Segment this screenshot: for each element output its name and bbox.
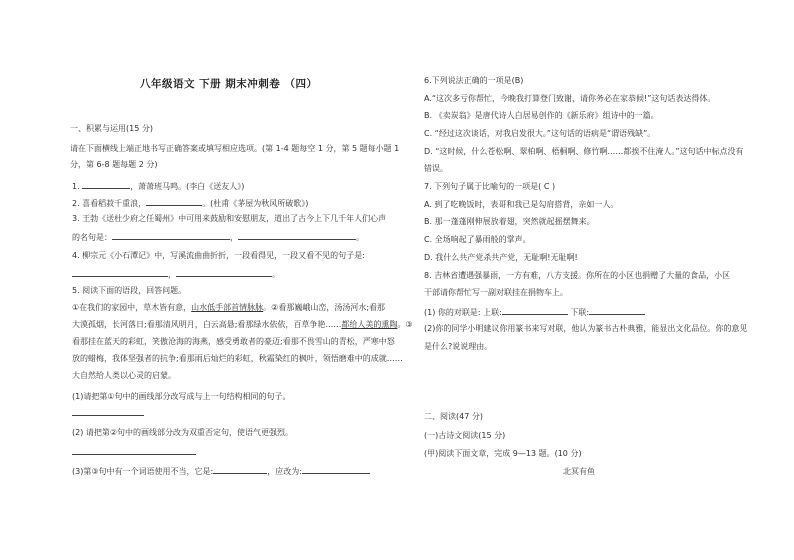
period: 。 bbox=[272, 270, 280, 279]
passage-line-1 bbox=[72, 303, 385, 313]
question-2-text: 2. 喜看稻菽千重浪， bbox=[72, 199, 147, 208]
question-5: 5. 阅读下面的语段，回答问题。 bbox=[72, 286, 187, 295]
answer-blank[interactable] bbox=[72, 268, 168, 277]
question-6-option-d-line-2: 错误。 bbox=[424, 164, 448, 173]
instructions-line-1: 请在下面横线上端正地书写正确答案或填写相应选项。(第 1-4 题每空 1 分，第 5 题每小题 1 bbox=[70, 144, 400, 153]
lower-couplet-label: 下联: bbox=[570, 308, 590, 317]
underlined-phrase: 山水低手部首情脉脉 bbox=[191, 303, 264, 312]
passage-line-2 bbox=[72, 320, 413, 330]
section-1-heading: 一、积累与运用(15 分) bbox=[70, 124, 153, 133]
section-2-heading: 二、阅读(47 分) bbox=[424, 412, 483, 421]
answer-blank[interactable] bbox=[238, 231, 356, 240]
question-4-line-2 bbox=[72, 268, 280, 280]
sub-question-1: (1)请把第①句中的画线部分改写成与上一句结构相同的句子。 bbox=[72, 392, 291, 401]
answer-blank[interactable] bbox=[213, 465, 267, 474]
instructions-line-2: 分，第 6-8 题每题 2 分) bbox=[70, 160, 158, 169]
question-2 bbox=[72, 197, 308, 209]
question-8-sub-1 bbox=[424, 306, 645, 318]
reading-part-1-heading: (一)古诗文阅读(15 分) bbox=[424, 431, 506, 440]
answer-blank[interactable] bbox=[112, 231, 230, 240]
question-6-option-c: C. “经过这次谈话，对我启发很大。”这句话的语病是“谓语残缺”。 bbox=[424, 129, 656, 138]
question-7-option-a: A. 到了吃晚饭时，表哥和我已是勾肩搭背，亲如一人。 bbox=[424, 200, 619, 209]
question-2-source: 。(杜甫《茅屋为秋风所破歌》) bbox=[202, 199, 309, 208]
underlined-phrase: 都给人美的熏陶 bbox=[341, 320, 398, 329]
passage-text: 。②看那巍峨山峦，汤汤河水;看那 bbox=[263, 303, 386, 312]
answer-blank[interactable] bbox=[502, 306, 568, 315]
question-7-option-d: D. 我什么共产党杀共产党，无耻啊!无耻啊! bbox=[424, 253, 578, 262]
page-title: 八年级语文 下册 期末冲刺卷 （四） bbox=[140, 78, 318, 90]
question-3-line-1: 3. 王勃《送杜少府之任蜀州》中可用来鼓励和安慰朋友，道出了古今上下几千年人们心声 bbox=[72, 214, 387, 223]
question-1 bbox=[72, 180, 244, 192]
question-8-sub-2-line-1: (2)你的同学小明建议你用篆书来写对联，他认为篆书古朴典雅，能显出文化品位。你的意见 bbox=[424, 324, 748, 333]
comma: ， bbox=[168, 270, 176, 279]
question-8-sub-2-line-2: 是什么?说说理由。 bbox=[424, 342, 493, 351]
question-8-line-2: 干部请你帮忙写一副对联挂在捐物车上。 bbox=[424, 288, 568, 297]
question-6-option-a: A.“这次多亏你帮忙，今晚我打算登门致谢，请你务必在家恭候!”这句话表达得体。 bbox=[424, 94, 716, 103]
passage-line-3: 看那挂在蓝天的彩虹，笑傲沧海的海燕，感受勇敢者的豪迈;看那不畏雪山的青松，严寒中怒 bbox=[72, 337, 395, 346]
reading-part-1a-instructions: (甲)阅读下面文章，完成 9—13 题。(10 分) bbox=[424, 449, 582, 458]
question-7-option-c: C. 全场响起了暴雨般的掌声。 bbox=[424, 235, 531, 244]
sub-question-3-text: ，应改为: bbox=[267, 467, 302, 476]
answer-blank[interactable] bbox=[146, 197, 202, 206]
upper-couplet-label: (1) 你的对联是: 上联: bbox=[424, 308, 502, 317]
answer-blank[interactable] bbox=[176, 268, 272, 277]
passage-text: 大漠孤烟，长河落日;看那清风明月，白云高悬;看那绿水依依，百草争艳…… bbox=[72, 320, 342, 329]
question-4-line-1: 4. 柳宗元《小石潭记》中，写溪流曲曲折折，一段看得见，一段又看不见的句子是: bbox=[72, 251, 365, 260]
question-1-text: ，萧萧班马鸣。(李白《送友人》) bbox=[130, 182, 245, 191]
question-6: 6.下列说法正确的一项是(B) bbox=[424, 76, 524, 85]
sub-question-3 bbox=[72, 465, 370, 477]
question-6-option-b: B. 《卖炭翁》是唐代诗人白居易创作的《新乐府》组诗中的一篇。 bbox=[424, 111, 659, 120]
question-3-line-2: 的名句是： ， 。 bbox=[72, 233, 364, 242]
answer-blank[interactable] bbox=[589, 306, 645, 315]
question-8-line-1: 8. 吉林省遭遇强暴雨，一方有难，八方支援。你所在的小区也捐赠了大量的食品，小区 bbox=[424, 271, 731, 280]
sub-question-3-text: (3)第③句中有一个词语使用不当，它是: bbox=[72, 467, 214, 476]
question-1-number: 1. bbox=[72, 182, 80, 191]
sub-question-1-answer bbox=[72, 407, 144, 419]
answer-blank[interactable] bbox=[302, 465, 370, 474]
sub-question-2: (2) 请把第②句中的画线部分改为双重否定句，使语气更强烈。 bbox=[72, 428, 294, 437]
passage-line-4: 放的蜡梅，我体坚强者的抗争;看那雨后灿烂的彩虹，秋霜染红的枫叶，领悟磨难中的成就…… bbox=[72, 354, 403, 363]
answer-blank[interactable] bbox=[82, 180, 130, 189]
question-3-prompt: 的名句是： bbox=[72, 233, 112, 242]
passage-title: 北冥有鱼 bbox=[563, 467, 595, 476]
right-column bbox=[400, 0, 794, 560]
answer-blank[interactable] bbox=[72, 446, 196, 455]
question-6-option-d-line-1: D. “这时候，什么苍松啊、翠柏啊、梧桐啊、修竹啊……都挨不住淹人。”这句话中标点没有 bbox=[424, 147, 744, 156]
question-7-option-b: B. 那一蓬蓬刚伸展放着翅，突然就起摇摆舞来。 bbox=[424, 217, 595, 226]
answer-blank[interactable] bbox=[72, 407, 144, 416]
passage-text: 。③ bbox=[397, 320, 413, 329]
question-7: 7. 下列句子属于比喻句的一项是( C ) bbox=[424, 182, 556, 191]
passage-text: ①在我们的家园中，草木皆有意， bbox=[72, 303, 192, 312]
passage-line-5: 大自然给人类以心灵的启蒙。 bbox=[72, 371, 176, 380]
sub-question-2-answer bbox=[72, 446, 196, 458]
